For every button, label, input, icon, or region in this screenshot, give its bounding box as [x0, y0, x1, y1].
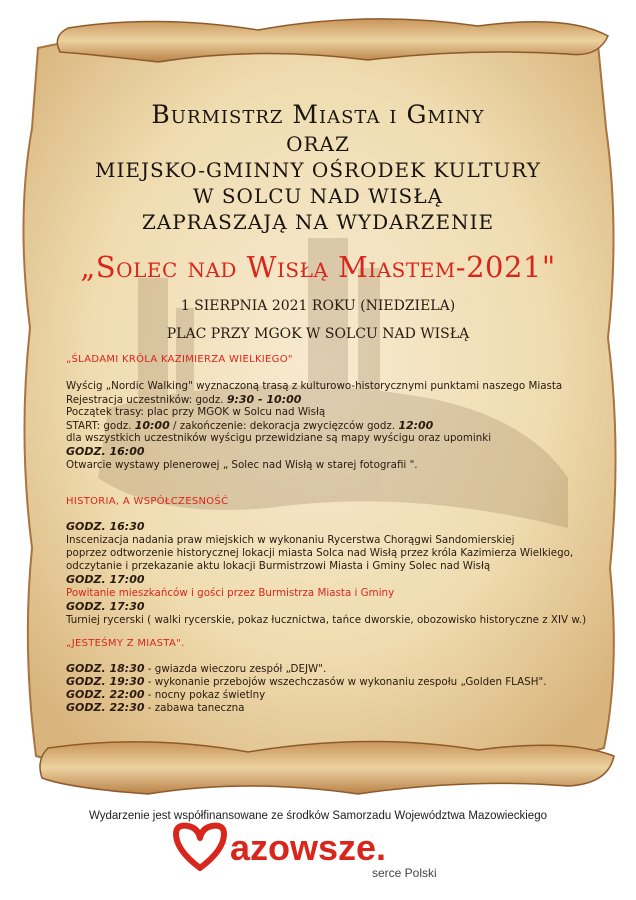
header-line-2: ORAZ	[286, 132, 350, 156]
header-line-3: MIEJSKO-GMINNY OŚRODEK KULTURY	[95, 158, 541, 182]
event-title: „Solec nad Wisłą Miastem-2021"	[80, 250, 556, 284]
schedule-item	[66, 662, 326, 675]
schedule-text: - gwiazda wieczoru zespół „DEJW".	[144, 663, 327, 675]
section3-title: „JESTEŚMY Z MIASTA".	[66, 638, 185, 649]
schedule-text: - zabawa taneczna	[144, 702, 245, 714]
section1-line: dla wszystkich uczestników wyścigu przewidziane są mapy wyścigu oraz upominki	[66, 432, 492, 444]
schedule-item	[66, 701, 244, 714]
section1-line	[66, 419, 433, 432]
schedule-item	[66, 688, 265, 701]
schedule-time: GODZ. 22:00	[66, 688, 145, 701]
section2-time: GODZ. 17:30	[66, 600, 145, 613]
section1-line: Otwarcie wystawy plenerowej „ Solec nad Wisłą w starej fotografii ".	[66, 459, 418, 471]
section1-line: Początek trasy: plac przy MGOK w Solcu nad Wisłą	[66, 406, 326, 418]
mazowsze-logo	[0, 822, 636, 876]
section2-line: Turniej rycerski ( walki rycerskie, pokaz łucznictwa, tańce dworskie, obozowisko historyczne z XIV w.)	[66, 614, 587, 626]
section2-title: HISTORIA, A WSPÓŁCZESNOŚĆ	[66, 496, 229, 507]
cofinancing-note: Wydarzenie jest współfinansowane ze środków Samorzadu Województwa Mazowieckiego	[89, 810, 547, 822]
schedule-text: - wykonanie przebojów wszechczasów w wykonaniu zespołu „Golden FLASH".	[144, 676, 547, 688]
logo-tagline: serce Polski	[372, 866, 437, 880]
registration-time: 9:30 - 10:00	[226, 393, 302, 406]
header-line-4: W SOLCU NAD WISŁĄ	[192, 184, 444, 208]
start-time: 10:00	[134, 419, 170, 432]
registration-label: Rejestracja uczestników: godz.	[66, 394, 227, 406]
section2-line: odczytanie i przekazanie aktu lokacji Burmistrzowi Miasta i Gminy Solec nad Wisłą	[66, 560, 491, 572]
section1-line: Wyścig „Nordic Walking" wyznaczoną trasą z kulturowo-historycznymi punktami naszego Miasta	[66, 380, 563, 392]
header-line-1: Burmistrz Miasta i Gminy	[151, 100, 485, 129]
event-date: 1 SIERPNIA 2021 ROKU (NIEDZIELA)	[180, 298, 456, 314]
header-line-5: ZAPRASZAJĄ NA WYDARZENIE	[141, 210, 495, 234]
section2-time: GODZ. 17:00	[66, 573, 145, 586]
start-label: START: godz.	[66, 420, 135, 432]
section1-title: „ŚLADAMI KRÓLA KAZIMIERZA WIELKIEGO"	[66, 354, 293, 365]
mazowsze-logo-icon	[168, 822, 468, 872]
event-place: PLAC PRZY MGOK W SOLCU NAD WISŁĄ	[166, 326, 470, 342]
schedule-time: GODZ. 18:30	[66, 662, 145, 675]
end-label: / zakończenie: dekoracja zwycięzców godz.	[169, 420, 399, 432]
schedule-item	[66, 675, 546, 688]
section1-time: GODZ. 16:00	[66, 445, 145, 458]
section2-line: Powitanie mieszkańców i gości przez Burmistrza Miasta i Gminy	[66, 587, 395, 599]
schedule-time: GODZ. 19:30	[66, 675, 145, 688]
schedule-text: - nocny pokaz świetlny	[144, 689, 266, 701]
section1-line	[66, 393, 301, 406]
section2-time: GODZ. 16:30	[66, 520, 145, 533]
schedule-time: GODZ. 22:30	[66, 701, 145, 714]
section2-line: poprzez odtworzenie historycznej lokacji miasta Solca nad Wisłą przez króla Kazimierza Wielkiego,	[66, 547, 574, 559]
section2-line: Inscenizacja nadania praw miejskich w wykonaniu Rycerstwa Chorągwi Sandomierskiej	[66, 534, 515, 546]
logo-wordmark: azowsze.	[230, 827, 387, 868]
end-time: 12:00	[398, 419, 434, 432]
